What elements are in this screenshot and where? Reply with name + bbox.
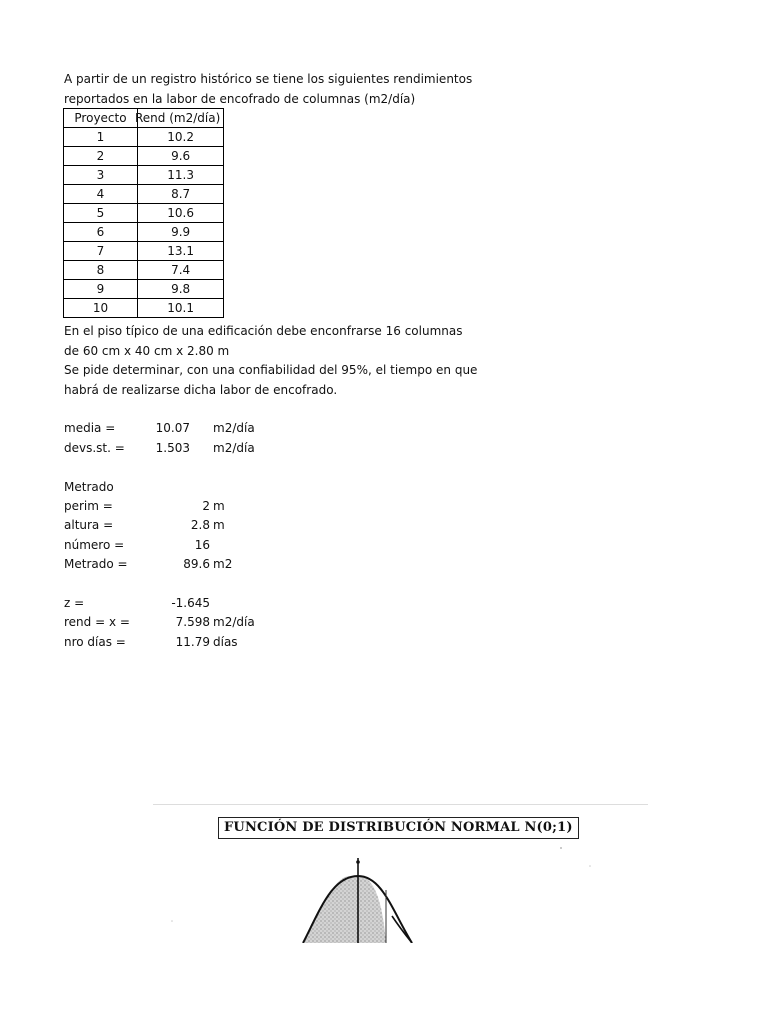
table-row <box>64 280 224 299</box>
table-row <box>64 261 224 280</box>
dev-unit: m2/día <box>213 441 255 455</box>
normal-distribution-figure <box>120 800 650 943</box>
z-label: z = <box>64 596 85 610</box>
mean-marker <box>356 860 360 864</box>
cell-rend: 10.1 <box>138 299 224 318</box>
cell-proyecto: 3 <box>64 166 138 185</box>
intro-line-2: reportados en la labor de encofrado de columnas (m2/día) <box>64 92 416 106</box>
dias-label: nro días = <box>64 635 126 649</box>
shaded-area <box>303 876 358 943</box>
table-row <box>64 147 224 166</box>
table-row <box>64 299 224 318</box>
header-rend <box>135 109 224 128</box>
problem-line-4: habrá de realizarse dicha labor de encofrado. <box>64 383 338 397</box>
rendimientos-table <box>63 108 224 318</box>
cell-proyecto: 7 <box>64 242 138 261</box>
dias-value: 11.79 <box>175 635 210 649</box>
cell-proyecto: 5 <box>64 204 138 223</box>
cell-proyecto: 1 <box>64 128 138 147</box>
metrado-unit: m2 <box>213 557 233 571</box>
altura-value: 2.8 <box>190 518 210 532</box>
altura-label: altura = <box>64 518 114 532</box>
cell-rend: 8.7 <box>138 185 224 204</box>
table-row <box>64 204 224 223</box>
cell-rend: 9.6 <box>138 147 224 166</box>
media-label: media = <box>64 421 116 435</box>
table-row <box>64 223 224 242</box>
table-header-row <box>64 109 224 128</box>
metrado-heading: Metrado <box>64 480 114 494</box>
altura-unit: m <box>213 518 225 532</box>
cell-proyecto: 9 <box>64 280 138 299</box>
header-rend-text: Rend (m2/día) <box>135 111 221 125</box>
problem-line-1: En el piso típico de una edificación debe enconfrarse 16 columnas <box>64 324 463 338</box>
figure-title: FUNCIÓN DE DISTRIBUCIÓN NORMAL N(0;1) <box>218 817 579 839</box>
cell-rend: 9.9 <box>138 223 224 242</box>
cell-rend: 10.6 <box>138 204 224 223</box>
metrado-label: Metrado = <box>64 557 128 571</box>
z-value: -1.645 <box>171 596 210 610</box>
rend-unit: m2/día <box>213 615 255 629</box>
table-row <box>64 242 224 261</box>
table-row <box>64 185 224 204</box>
cell-rend: 10.2 <box>138 128 224 147</box>
media-value: 10.07 <box>155 421 190 435</box>
rend-value: 7.598 <box>175 615 210 629</box>
media-unit: m2/día <box>213 421 255 435</box>
metrado-value: 89.6 <box>183 557 210 571</box>
cell-rend: 11.3 <box>138 166 224 185</box>
numero-value: 16 <box>194 538 210 552</box>
shaded-area-right <box>358 876 386 943</box>
dev-label: devs.st. = <box>64 441 125 455</box>
cell-proyecto: 10 <box>64 299 138 318</box>
intro-line-1: A partir de un registro histórico se tiene los siguientes rendimientos <box>64 72 473 86</box>
perim-value: 2 <box>202 499 210 513</box>
curve-tail-right <box>392 916 412 943</box>
table-row <box>64 128 224 147</box>
dev-value: 1.503 <box>155 441 190 455</box>
cell-rend: 7.4 <box>138 261 224 280</box>
cell-proyecto: 6 <box>64 223 138 242</box>
problem-line-3: Se pide determinar, con una confiabilidad del 95%, el tiempo en que <box>64 363 478 377</box>
header-proyecto: Proyecto <box>64 109 138 128</box>
rend-label: rend = x = <box>64 615 130 629</box>
perim-unit: m <box>213 499 225 513</box>
cell-proyecto: 4 <box>64 185 138 204</box>
cell-rend: 13.1 <box>138 242 224 261</box>
perim-label: perim = <box>64 499 113 513</box>
cell-proyecto: 8 <box>64 261 138 280</box>
cell-rend: 9.8 <box>138 280 224 299</box>
dias-unit: días <box>213 635 238 649</box>
problem-line-2: de 60 cm x 40 cm x 2.80 m <box>64 344 230 358</box>
table-row <box>64 166 224 185</box>
cell-proyecto: 2 <box>64 147 138 166</box>
bell-curve-graphic <box>120 800 650 943</box>
numero-label: número = <box>64 538 125 552</box>
